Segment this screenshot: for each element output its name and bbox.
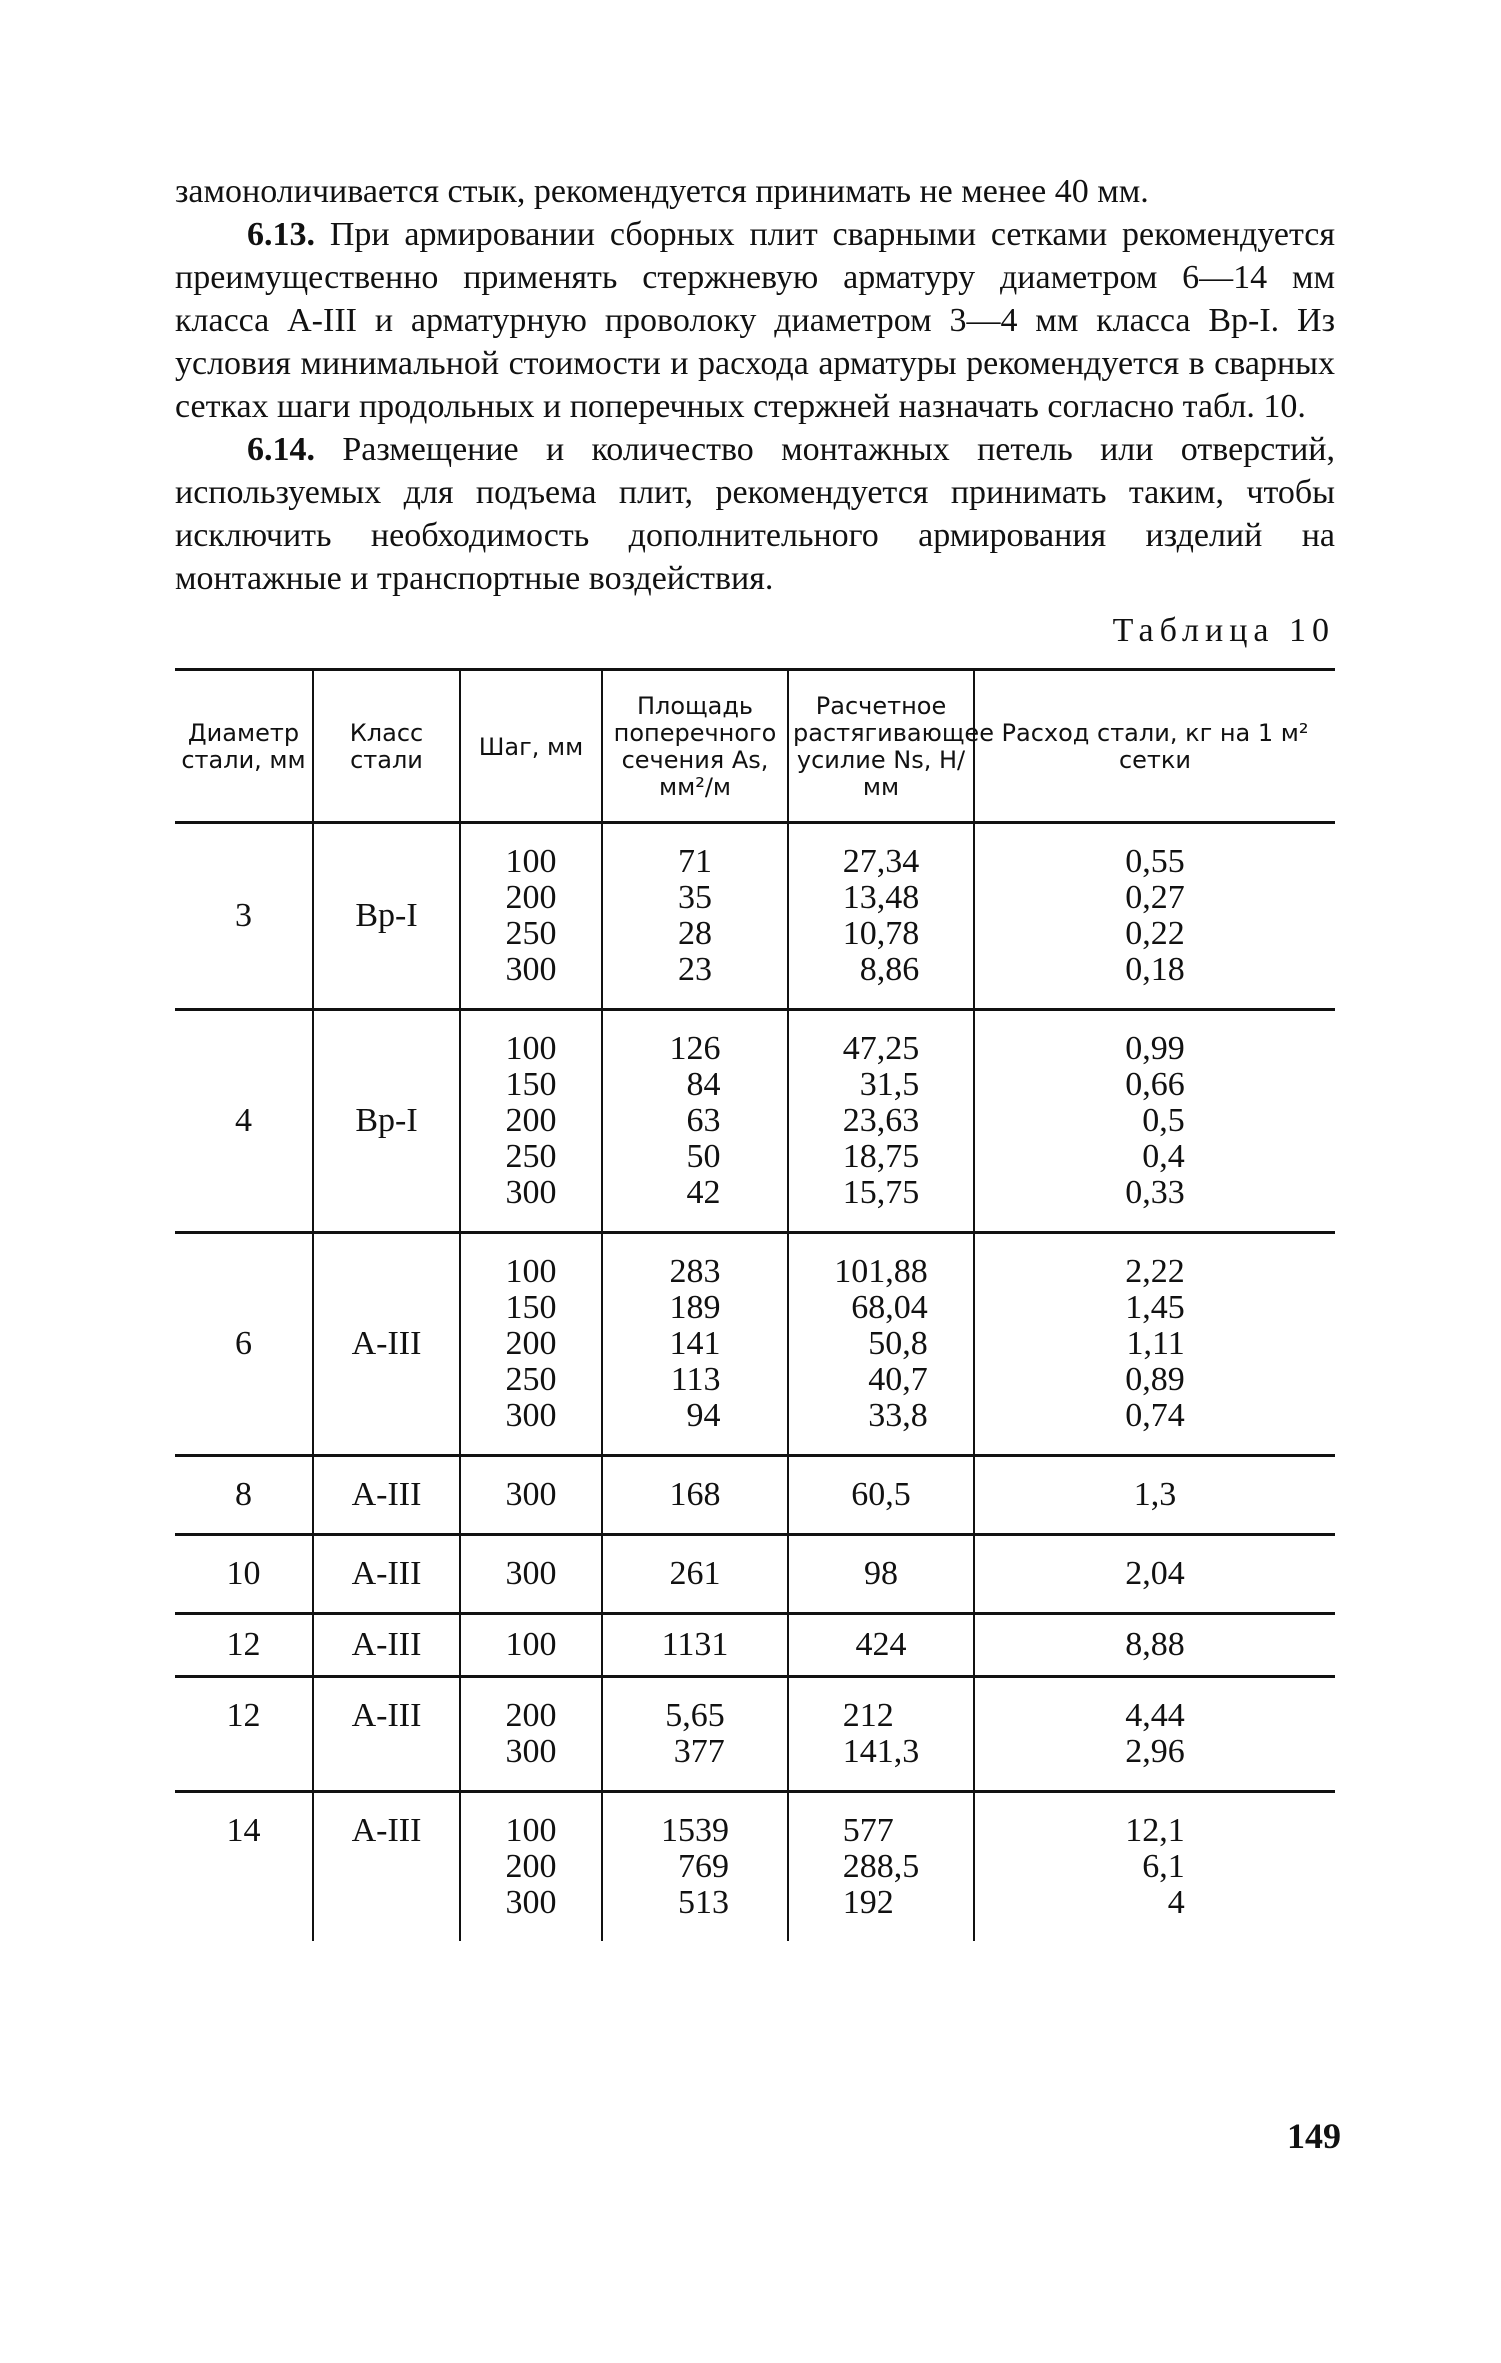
cell-force (788, 1677, 974, 1792)
cell-step: 300 (460, 1535, 602, 1614)
cell-class: А-III (313, 1792, 460, 1942)
cell-area (602, 823, 788, 1010)
cell-area: 261 (602, 1535, 788, 1614)
cell-mass (974, 1010, 1335, 1233)
cell-step: 300 (460, 1456, 602, 1535)
area-values: 1539 769 513 (661, 1812, 729, 1921)
force-values: 212 141,3 (842, 1697, 920, 1770)
area-values: 71 35 28 23 (678, 843, 712, 988)
area-values: 283 189 141 113 94 (669, 1253, 721, 1434)
cell-diameter: 10 (175, 1535, 313, 1614)
cell-area: 168 (602, 1456, 788, 1535)
table-row (175, 1233, 1335, 1456)
table-header-row (175, 670, 1335, 823)
table-row (175, 1677, 1335, 1792)
step-values: 200 300 (505, 1697, 557, 1770)
cell-diameter: 4 (175, 1010, 313, 1233)
cell-diameter: 14 (226, 1812, 261, 1849)
page-number: 149 (1287, 2116, 1341, 2156)
cell-step: 100 (460, 1614, 602, 1677)
cell-mass (974, 1677, 1335, 1792)
cell-step (460, 1010, 602, 1233)
cell-force (788, 1233, 974, 1456)
steel-mesh-table (175, 668, 1335, 1941)
cell-mass: 2,04 (974, 1535, 1335, 1614)
cell-force (788, 823, 974, 1010)
paragraph-text: При армировании сборных плит сварными сетками рекомендуется преимущественно применять стержневую арматуру диаметром 6—14 мм класса А-III и арматурную проволоку диаметром 3—4 мм класса Вр-I. Из условия минимальной стоимости и расхода арматуры рекомендуется в сварных сетках шаги продольных и поперечных стержней назначать согласно табл. 10. (175, 216, 1335, 425)
cell-force (788, 1792, 974, 1942)
cell-force: 424 (788, 1614, 974, 1677)
table-row (175, 823, 1335, 1010)
paragraph-text: Размещение и количество монтажных петель или отверстий, используемых для подъема плит, рекомендуется принимать таким, чтобы исключить необходимость дополнительного армирования изделий на монтажные и транспортные воздействия. (175, 431, 1335, 597)
cell-area (602, 1677, 788, 1792)
table-row (175, 1010, 1335, 1233)
cell-mass: 1,3 (974, 1456, 1335, 1535)
mass-values: 12,1 6,1 4 (1125, 1812, 1185, 1921)
force-values: 47,25 31,5 23,63 18,75 15,75 (842, 1030, 920, 1211)
mass-values: 0,99 0,66 0,5 0,4 0,33 (1125, 1030, 1185, 1211)
cell-area (602, 1792, 788, 1942)
area-values: 126 84 63 50 42 (669, 1030, 721, 1211)
force-values: 27,34 13,48 10,78 8,86 (842, 843, 920, 988)
clause-number: 6.14. (247, 431, 315, 468)
force-values: 101,88 68,04 50,8 40,7 33,8 (834, 1253, 928, 1434)
force-values: 577 288,5 192 (842, 1812, 920, 1921)
cell-mass: 8,88 (974, 1614, 1335, 1677)
cell-area (602, 1010, 788, 1233)
cell-force (788, 1010, 974, 1233)
header-class: Класс стали (313, 670, 460, 823)
header-mass: Расход стали, кг на 1 м² сетки (974, 670, 1335, 823)
cell-class: А-III (313, 1614, 460, 1677)
cell-step (460, 1677, 602, 1792)
area-values: 5,65 377 (665, 1697, 725, 1770)
step-values: 100 200 250 300 (505, 843, 557, 988)
cell-diameter: 6 (175, 1233, 313, 1456)
cell-force: 98 (788, 1535, 974, 1614)
page-content (175, 170, 1335, 1941)
cell-diameter: 3 (175, 823, 313, 1010)
table-row (175, 1456, 1335, 1535)
cell-mass (974, 823, 1335, 1010)
table-row (175, 1614, 1335, 1677)
cell-diameter: 12 (175, 1677, 313, 1792)
table-caption: Таблица 10 (1112, 612, 1335, 649)
cell-step (460, 823, 602, 1010)
paragraph-continuation (175, 170, 1335, 213)
cell-mass (974, 1792, 1335, 1942)
cell-mass (974, 1233, 1335, 1456)
header-area: Площадь поперечного сечения As, мм²/м (602, 670, 788, 823)
cell-step (460, 1792, 602, 1942)
step-values: 100 200 300 (505, 1812, 557, 1921)
paragraph-text: замоноличивается стык, рекомендуется принимать не менее 40 мм. (175, 173, 1149, 210)
mass-values: 0,55 0,27 0,22 0,18 (1125, 843, 1185, 988)
header-diameter: Диаметр стали, мм (175, 670, 313, 823)
cell-class: Вр-I (313, 1010, 460, 1233)
mass-values: 2,22 1,45 1,11 0,89 0,74 (1125, 1253, 1185, 1434)
cell-area (602, 1233, 788, 1456)
cell-step (460, 1233, 602, 1456)
cell-area: 1131 (602, 1614, 788, 1677)
mass-values: 4,44 2,96 (1125, 1697, 1185, 1770)
cell-diameter: 8 (175, 1456, 313, 1535)
table-row (175, 1535, 1335, 1614)
cell-force: 60,5 (788, 1456, 974, 1535)
paragraph-6-13 (175, 213, 1335, 428)
cell-class: Вр-I (313, 823, 460, 1010)
cell-class: А-III (313, 1535, 460, 1614)
clause-number: 6.13. (247, 216, 315, 253)
cell-class: А-III (313, 1456, 460, 1535)
cell-class: А-III (313, 1677, 460, 1792)
cell-diameter: 12 (175, 1614, 313, 1677)
step-values: 100 150 200 250 300 (505, 1253, 557, 1434)
table-row (175, 1792, 1335, 1942)
cell-class: А-III (313, 1233, 460, 1456)
header-force: Расчетное растягивающее усилие Ns, Н/мм (788, 670, 974, 823)
paragraph-6-14 (175, 428, 1335, 600)
header-step: Шаг, мм (460, 670, 602, 823)
step-values: 100 150 200 250 300 (505, 1030, 557, 1211)
